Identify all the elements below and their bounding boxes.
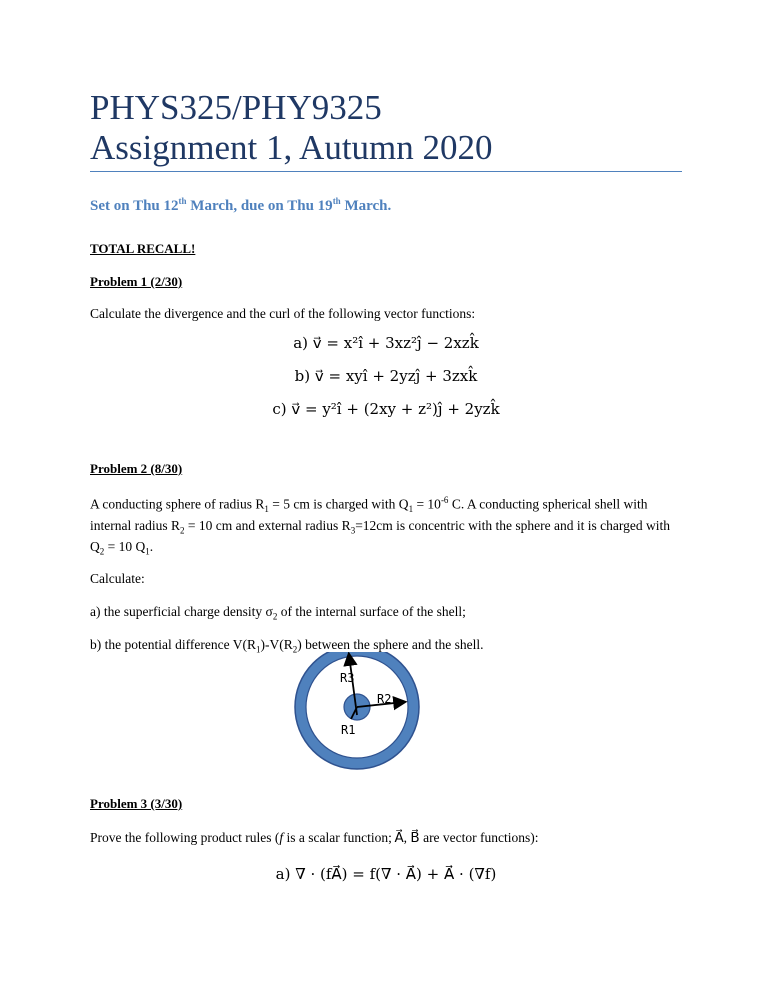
title-assignment: Assignment 1, Autumn 2020 [90, 128, 493, 167]
problem-2-item-a: a) the superficial charge density $\sigma_2$ of the internal surface of the shell; [90, 604, 466, 622]
problem-2-item-b: b) the potential difference $V(R_1)-V(R_2)$ between the sphere and the shell. [90, 637, 484, 655]
problem-2-calculate: Calculate: [90, 571, 145, 586]
set-due-line: Set on Thu 12th March, due on Thu 19th March. [90, 196, 392, 214]
problem-2-statement: A conducting sphere of radius $R_1 = 5$ cm is charged with $Q_1 = 10^{-6}$ C. A conducting spherical shell with internal radius $R_2 = 10$ cm and external radius $R_3=12cm$ is concentric with the sphere and it is charged with $Q_2 = 10$ $Q_1$. [90, 495, 670, 557]
title-course-code: PHYS325/PHY9325 [90, 88, 382, 127]
title-divider [90, 171, 682, 172]
sphere-shell-diagram [294, 652, 424, 782]
problem-1-equation-b: b) v⃗ = xyî + 2yzĵ + 3zxk̂ [294, 367, 478, 385]
problem-3-equation-a: a) ∇ · (fA⃗) = f(∇ · A⃗) + A⃗ · (∇f) [275, 865, 497, 883]
label-r1: R1 [341, 723, 356, 737]
total-recall-heading: TOTAL RECALL! [90, 241, 196, 256]
page-title [90, 88, 493, 168]
problem-3-heading: Problem 3 (3/30) [90, 796, 183, 811]
problem-1-equation-a: a) v⃗ = x²î + 3xz²ĵ − 2xzk̂ [293, 334, 479, 352]
label-r3: R3 [340, 671, 355, 685]
problem-2-heading: Problem 2 (8/30) [90, 461, 183, 476]
problem-1-heading: Problem 1 (2/30) [90, 274, 183, 289]
problem-1-intro: Calculate the divergence and the curl of the following vector functions: [90, 306, 476, 321]
problem-1-equation-c: c) v⃗ = y²î + (2xy + z²)ĵ + 2yzk̂ [272, 400, 500, 418]
problem-3-statement: Prove the following product rules (f is a scalar function; A⃗, B⃗ are vector functions): [90, 830, 539, 845]
label-r2: R2 [377, 692, 392, 706]
